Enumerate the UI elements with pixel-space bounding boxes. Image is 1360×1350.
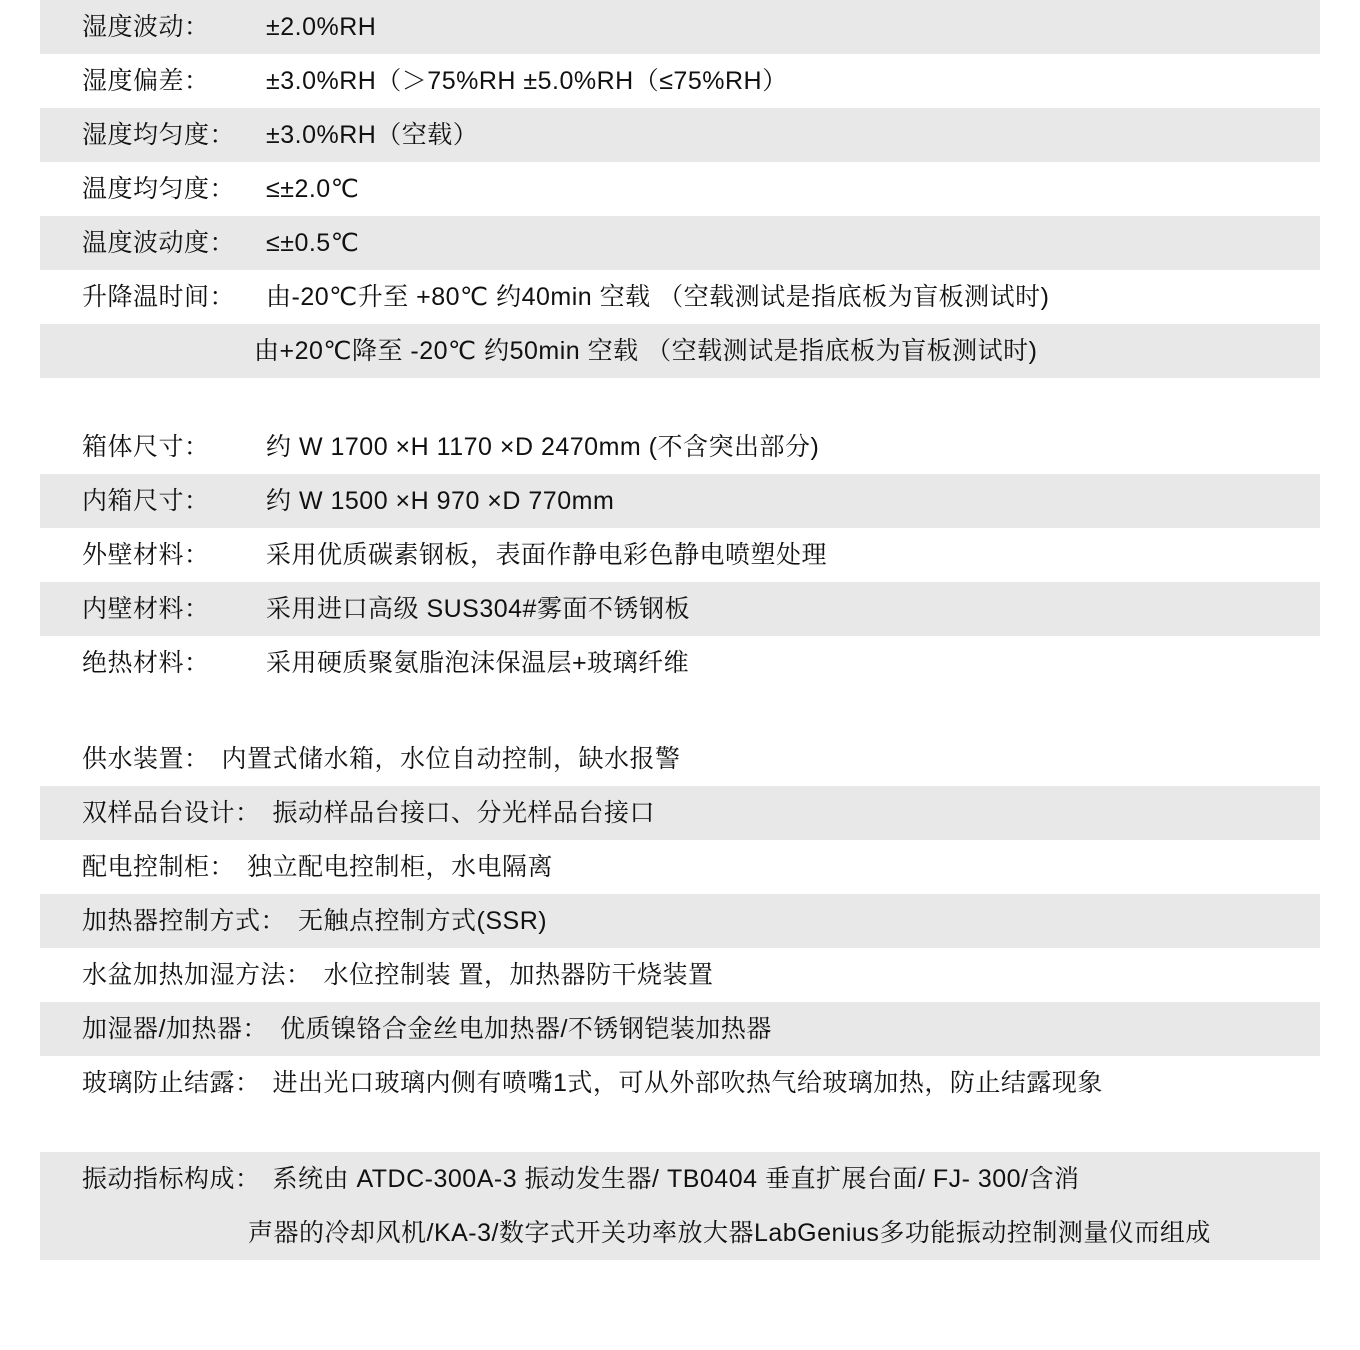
spec-label: 加热器控制方式： <box>82 907 287 935</box>
spec-row <box>40 786 1320 840</box>
spec-row <box>40 528 1320 582</box>
spec-value: ≤±0.5℃ <box>266 229 360 257</box>
spec-label: 振动指标构成： <box>82 1165 261 1193</box>
spec-row <box>40 636 1320 690</box>
spec-value: 优质镍铬合金丝电加热器/不锈钢铠装加热器 <box>279 1015 772 1043</box>
spec-group-vibration <box>40 1152 1320 1260</box>
spec-row <box>40 732 1320 786</box>
spec-label: 配电控制柜： <box>82 853 236 881</box>
spec-value: 内置式储水箱，水位自动控制，缺水报警 <box>221 745 681 773</box>
spec-label: 湿度波动： <box>82 13 210 41</box>
spec-row <box>40 948 1320 1002</box>
spec-value: 声器的冷却风机/KA-3/数字式开关功率放大器LabGenius多功能振动控制测量仪而组成 <box>248 1219 1211 1247</box>
spec-row <box>40 216 1320 270</box>
spec-row <box>40 1002 1320 1056</box>
spec-value: 采用硬质聚氨脂泡沫保温层+玻璃纤维 <box>266 649 690 677</box>
spec-value: 独立配电控制柜，水电隔离 <box>247 853 554 881</box>
spec-row <box>40 54 1320 108</box>
spec-value: 振动样品台接口、分光样品台接口 <box>272 799 656 827</box>
spec-label: 水盆加热加湿方法： <box>82 961 312 989</box>
spec-group-structure <box>40 420 1320 690</box>
spec-value: ≤±2.0℃ <box>266 175 360 203</box>
spec-group-system <box>40 732 1320 1110</box>
spec-group-environment <box>40 0 1320 378</box>
spec-label: 供水装置： <box>82 745 210 773</box>
spec-value: ±3.0%RH（空载） <box>266 121 479 149</box>
spec-label: 外壁材料： <box>82 541 210 569</box>
spec-value: ±3.0%RH（＞75%RH ±5.0%RH（≤75%RH） <box>266 67 788 95</box>
spec-label: 内壁材料： <box>82 595 210 623</box>
spec-value: 采用优质碳素钢板，表面作静电彩色静电喷塑处理 <box>266 541 828 569</box>
spec-row <box>40 1056 1320 1110</box>
spec-row-continuation <box>40 1206 1320 1260</box>
spec-label: 湿度均匀度： <box>82 121 236 149</box>
section-gap <box>40 690 1320 732</box>
spec-label: 双样品台设计： <box>82 799 261 827</box>
spec-row <box>40 582 1320 636</box>
spec-value: 由-20℃升至 +80℃ 约40min 空载 （空载测试是指底板为盲板测试时) <box>266 283 1050 311</box>
spec-row <box>40 894 1320 948</box>
spec-value: 水位控制装 置，加热器防干烧装置 <box>323 961 714 989</box>
spec-row <box>40 420 1320 474</box>
spec-value: 采用进口高级 SUS304#雾面不锈钢板 <box>266 595 690 623</box>
section-gap <box>40 378 1320 420</box>
spec-label: 玻璃防止结露： <box>82 1069 261 1097</box>
spec-row <box>40 108 1320 162</box>
spec-label: 湿度偏差： <box>82 67 210 95</box>
spec-label: 加湿器/加热器： <box>82 1015 268 1043</box>
spec-value: 约 W 1700 ×H 1170 ×D 2470mm (不含突出部分) <box>266 433 820 461</box>
spec-value: 系统由 ATDC-300A-3 振动发生器/ TB0404 垂直扩展台面/ FJ- 300/含消 <box>272 1165 1080 1193</box>
spec-value: 无触点控制方式(SSR) <box>298 907 548 935</box>
spec-row <box>40 270 1320 324</box>
spec-row <box>40 1152 1320 1206</box>
spec-value: ±2.0%RH <box>266 13 377 41</box>
section-gap <box>40 1110 1320 1152</box>
spec-row <box>40 840 1320 894</box>
spec-label: 绝热材料： <box>82 649 210 677</box>
spec-label: 温度波动度： <box>82 229 236 257</box>
spec-value: 进出光口玻璃内侧有喷嘴1式，可从外部吹热气给玻璃加热，防止结露现象 <box>272 1069 1103 1097</box>
spec-label: 内箱尺寸： <box>82 487 210 515</box>
spec-row <box>40 474 1320 528</box>
spec-row <box>40 162 1320 216</box>
spec-value: 由+20℃降至 -20℃ 约50min 空载 （空载测试是指底板为盲板测试时) <box>254 337 1038 365</box>
spec-row <box>40 0 1320 54</box>
spec-row-continuation <box>40 324 1320 378</box>
spec-label: 温度均匀度： <box>82 175 236 203</box>
spec-label: 升降温时间： <box>82 283 236 311</box>
spec-label: 箱体尺寸： <box>82 433 210 461</box>
spec-value: 约 W 1500 ×H 970 ×D 770mm <box>266 487 615 515</box>
